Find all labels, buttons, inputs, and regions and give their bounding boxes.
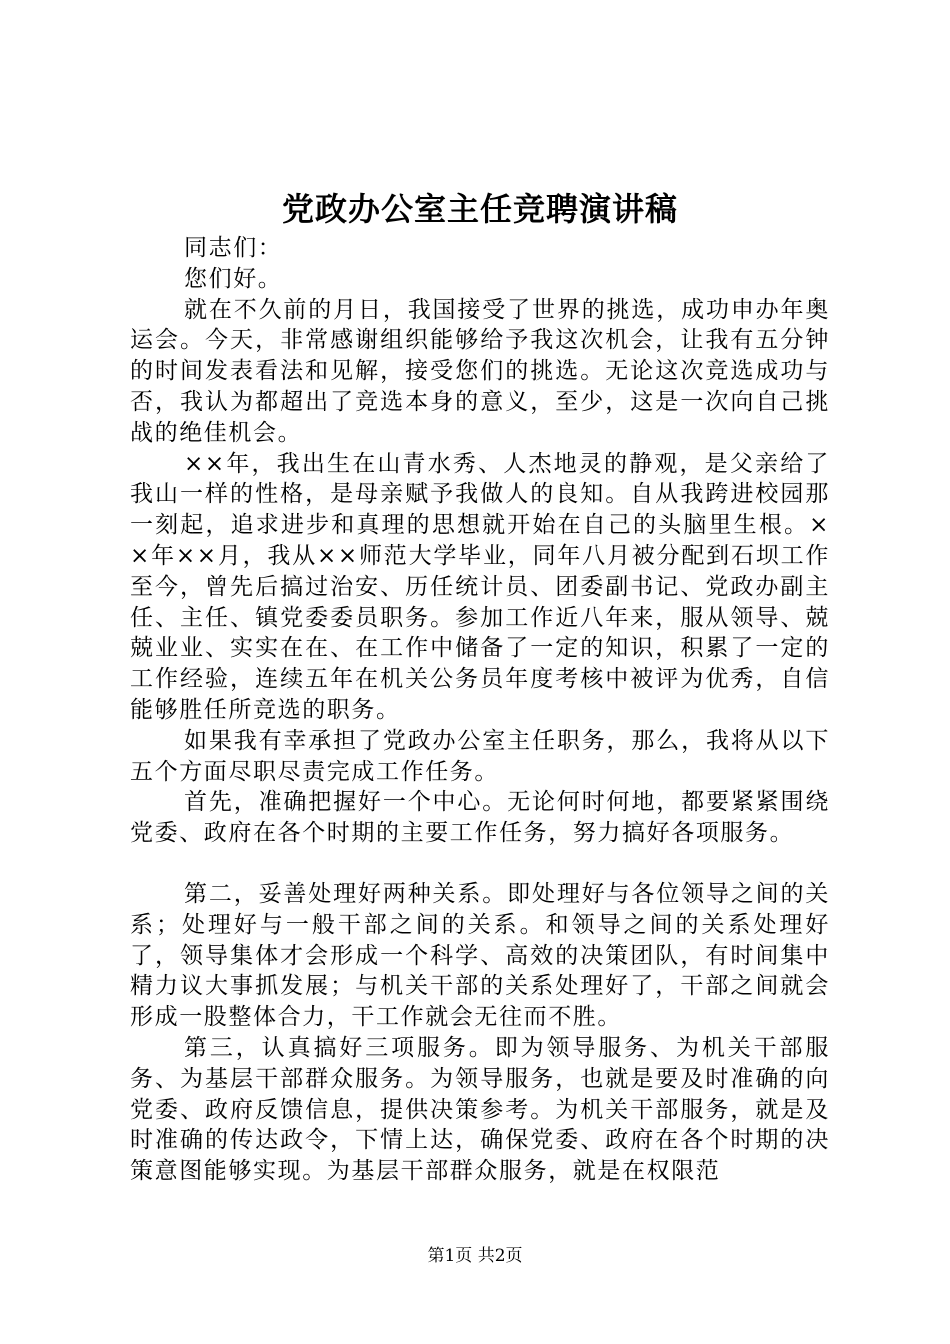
document-body xyxy=(130,233,830,1187)
paragraph-1: 就在不久前的月日，我国接受了世界的挑选，成功申办年奥运会。今天，非常感谢组织能够给予我这次机会，让我有五分钟的时间发表看法和见解，接受您们的挑选。无论这次竞选成功与否，我认为都超出了竞选本身的意义，至少，这是一次向自己挑战的绝佳机会。 xyxy=(130,296,830,446)
paragraph-3: 如果我有幸承担了党政办公室主任职务，那么，我将从以下五个方面尽职尽责完成工作任务。 xyxy=(130,727,830,785)
paragraph-4: 首先，准确把握好一个中心。无论何时何地，都要紧紧围绕党委、政府在各个时期的主要工作任务，努力搞好各项服务。 xyxy=(130,789,830,847)
paragraph-2: ××年，我出生在山青水秀、人杰地灵的静观，是父亲给了我山一样的性格，是母亲赋予我做人的良知。自从我跨进校园那一刻起，追求进步和真理的思想就开始在自己的头脑里生根。××年××月，我从××师范大学毕业，同年八月被分配到石坝工作至今，曾先后搞过治安、历任统计员、团委副书记、党政办副主任、主任、镇党委委员职务。参加工作近八年来，服从领导、兢兢业业、实实在在、在工作中储备了一定的知识，积累了一定的工作经验，连续五年在机关公务员年度考核中被评为优秀，自信能够胜任所竞选的职务。 xyxy=(130,450,830,723)
page-number-footer: 第1页 共2页 xyxy=(427,1246,523,1266)
paragraph-spacer xyxy=(130,849,830,879)
salutation: 同志们： xyxy=(184,235,283,261)
document-title: 党政办公室主任竞聘演讲稿 xyxy=(281,190,678,228)
paragraph-6: 第三，认真搞好三项服务。即为领导服务、为机关干部服务、为基层干部群众服务。为领导服务，也就是要及时准确的向党委、政府反馈信息，提供决策参考。为机关干部服务，就是及时准确的传达政令，下情上达，确保党委、政府在各个时期的决策意图能够实现。为基层干部群众服务，就是在权限范 xyxy=(130,1034,830,1185)
paragraph-5: 第二，妥善处理好两种关系。即处理好与各位领导之间的关系；处理好与一般干部之间的关系。和领导之间的关系处理好了，领导集体才会形成一个科学、高效的决策团队，有时间集中精力议大事抓发展；与机关干部的关系处理好了，干部之间就会形成一股整体合力，干工作就会无往而不胜。 xyxy=(130,880,830,1031)
greeting: 您们好。 xyxy=(184,265,283,292)
